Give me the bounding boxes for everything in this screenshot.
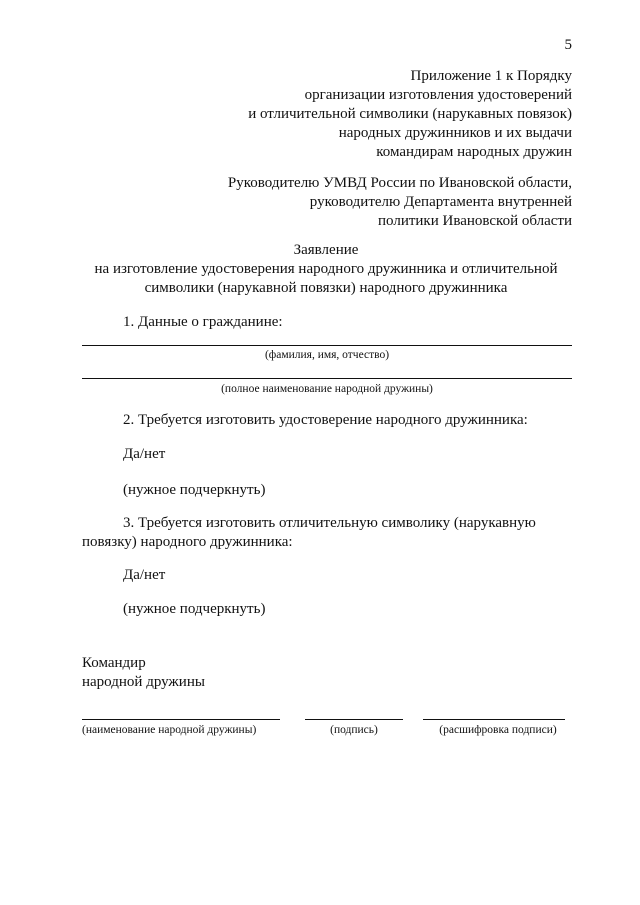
signature-decode-caption: (расшифровка подписи) [439,724,557,736]
addressee-line: руководителю Департамента внутренней [309,194,572,210]
druzhina-name-field-line[interactable] [82,719,280,720]
appendix-line: организации изготовления удостоверений [304,87,572,103]
title-subtitle-line: символики (нарукавной повязки) народного дружинника [144,280,508,296]
commander-line: Командир [82,655,146,671]
section3-label-line: 3. Требуется изготовить отличительную символику (нарукавную [123,515,536,531]
druzhina-name-caption: (наименование народной дружины) [82,724,257,736]
section2-note: (нужное подчеркнуть) [123,482,266,498]
druzhina-caption: (полное наименование народной дружины) [221,383,433,395]
signature-caption: (подпись) [330,724,378,736]
fio-caption: (фамилия, имя, отчество) [264,349,390,361]
druzhina-field-line[interactable] [82,378,572,379]
commander-label [82,654,205,692]
section3-label [82,514,572,552]
section2-label: 2. Требуется изготовить удостоверение народного дружинника: [123,412,528,428]
page-number: 5 [564,37,572,53]
appendix-block [200,67,572,162]
appendix-line: народных дружинников и их выдачи [338,125,572,141]
section3-note: (нужное подчеркнуть) [123,601,266,617]
section3-options[interactable]: Да/нет [123,567,166,583]
title-heading: Заявление [293,242,359,258]
section2-options[interactable]: Да/нет [123,446,166,462]
section1-label: 1. Данные о гражданине: [123,314,283,330]
appendix-line: и отличительной символики (нарукавных повязок) [248,106,572,122]
signature-field-line[interactable] [305,719,403,720]
document-title [40,241,612,298]
commander-line: народной дружины [82,674,205,690]
section3-label-line: повязку) народного дружинника: [82,534,293,550]
title-subtitle-line: на изготовление удостоверения народного дружинника и отличительной [94,261,558,277]
appendix-line: Приложение 1 к Порядку [410,68,572,84]
signature-decode-field-line[interactable] [423,719,565,720]
addressee-line: Руководителю УМВД России по Ивановской области, [227,175,572,191]
appendix-line: командирам народных дружин [376,144,572,160]
addressee-line: политики Ивановской области [378,213,572,229]
addressee-block [200,174,572,231]
fio-field-line[interactable] [82,345,572,346]
